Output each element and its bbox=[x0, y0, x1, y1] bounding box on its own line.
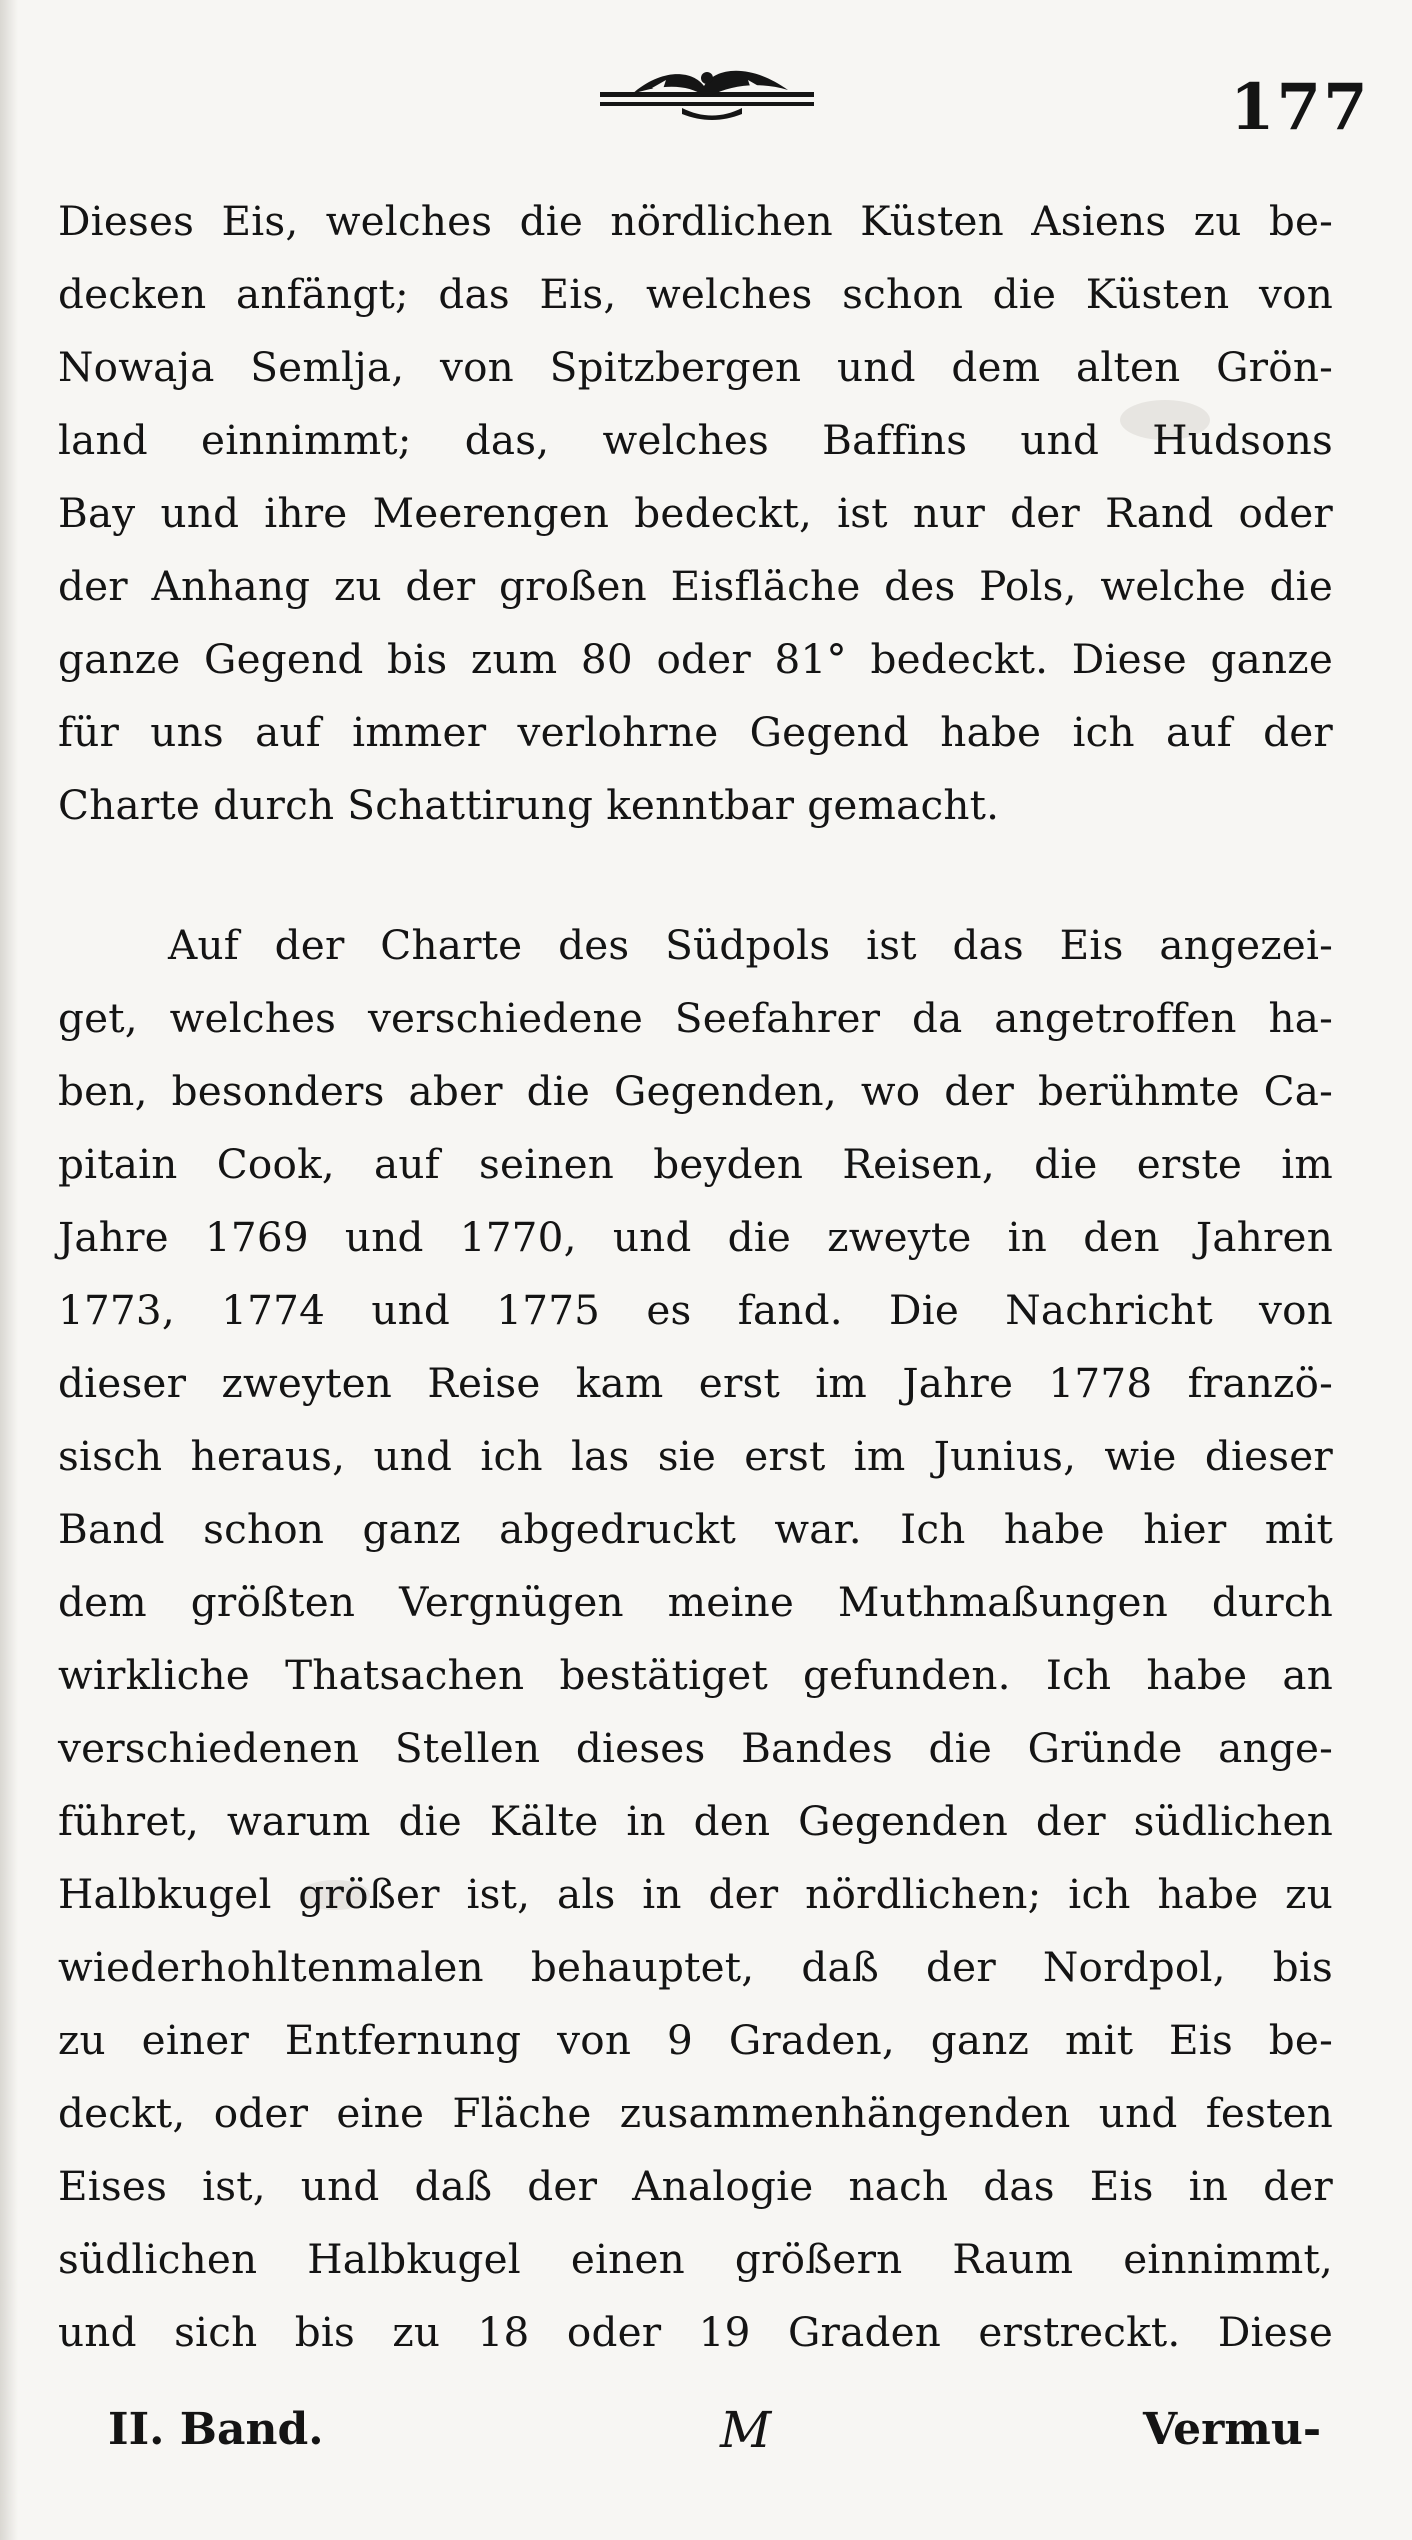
page-footer bbox=[0, 2395, 1412, 2465]
text-line: Jahre 1769 und 1770, und die zweyte in den Jahren bbox=[58, 1213, 1333, 1261]
text-line: get, welches verschiedene Seefahrer da angetroffen ha- bbox=[58, 994, 1333, 1042]
text-line: wiederhohltenmalen behauptet, daß der Nordpol, bis bbox=[58, 1943, 1333, 1991]
text-line: Auf der Charte des Südpols ist das Eis angezei- bbox=[168, 921, 1333, 969]
page-number: 177 bbox=[1230, 70, 1370, 145]
text-line: sisch heraus, und ich las sie erst im Junius, wie dieser bbox=[58, 1432, 1333, 1480]
text-line: Dieses Eis, welches die nördlichen Küsten Asiens zu be- bbox=[58, 197, 1333, 245]
text-line: führet, warum die Kälte in den Gegenden der südlichen bbox=[58, 1797, 1333, 1845]
text-line: ganze Gegend bis zum 80 oder 81° bedeckt. Diese ganze bbox=[58, 635, 1333, 683]
volume-signature: II. Band. bbox=[108, 2404, 324, 2455]
text-line: deckt, oder eine Fläche zusammenhängenden und festen bbox=[58, 2089, 1333, 2137]
text-line: Halbkugel größer ist, als in der nördlichen; ich habe zu bbox=[58, 1870, 1333, 1918]
text-line: wirkliche Thatsachen bestätiget gefunden. Ich habe an bbox=[58, 1651, 1333, 1699]
text-line: verschiedenen Stellen dieses Bandes die Gründe ange- bbox=[58, 1724, 1333, 1772]
text-line: dieser zweyten Reise kam erst im Jahre 1778 franzö- bbox=[58, 1359, 1333, 1407]
text-line: für uns auf immer verlohrne Gegend habe ich auf der bbox=[58, 708, 1333, 756]
decorative-vignette-icon bbox=[592, 58, 822, 124]
text-line: Nowaja Semlja, von Spitzbergen und dem alten Grön- bbox=[58, 343, 1333, 391]
text-line: land einnimmt; das, welches Baffins und Hudsons bbox=[58, 416, 1333, 464]
catchword: Vermu- bbox=[1143, 2404, 1322, 2455]
text-line: decken anfängt; das Eis, welches schon die Küsten von bbox=[58, 270, 1333, 318]
text-line: zu einer Entfernung von 9 Graden, ganz mit Eis be- bbox=[58, 2016, 1333, 2064]
text-line: südlichen Halbkugel einen größern Raum einnimmt, bbox=[58, 2235, 1333, 2283]
text-line: Bay und ihre Meerengen bedeckt, ist nur der Rand oder bbox=[58, 489, 1333, 537]
text-line: der Anhang zu der großen Eisfläche des Pols, welche die bbox=[58, 562, 1333, 610]
text-line: Eises ist, und daß der Analogie nach das Eis in der bbox=[58, 2162, 1333, 2210]
text-line: und sich bis zu 18 oder 19 Graden erstreckt. Diese bbox=[58, 2308, 1333, 2356]
sheet-signature: M bbox=[720, 2401, 772, 2459]
text-line: ben, besonders aber die Gegenden, wo der berühmte Ca- bbox=[58, 1067, 1333, 1115]
text-line: pitain Cook, auf seinen beyden Reisen, die erste im bbox=[58, 1140, 1333, 1188]
text-line: Charte durch Schattirung kenntbar gemacht. bbox=[58, 781, 1000, 829]
page-edge-shadow bbox=[0, 0, 18, 2540]
text-line: 1773, 1774 und 1775 es fand. Die Nachricht von bbox=[58, 1286, 1333, 1334]
text-line: dem größten Vergnügen meine Muthmaßungen durch bbox=[58, 1578, 1333, 1626]
text-line: Band schon ganz abgedruckt war. Ich habe hier mit bbox=[58, 1505, 1333, 1553]
